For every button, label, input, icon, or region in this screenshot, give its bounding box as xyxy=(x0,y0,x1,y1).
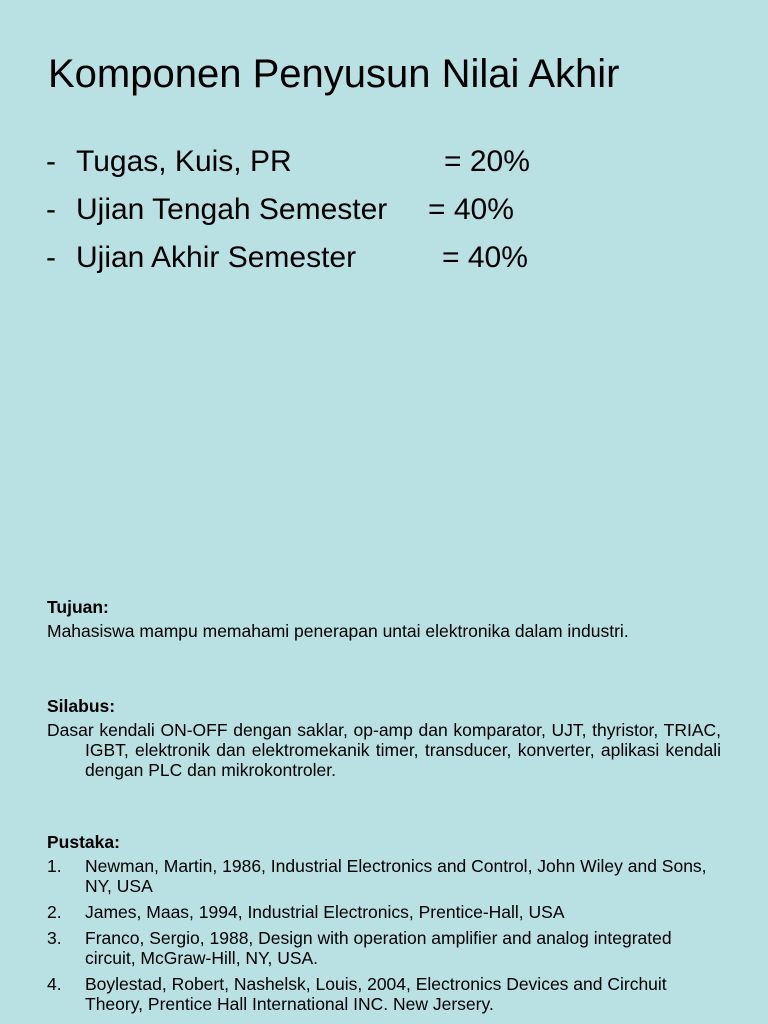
reference-number: 1. xyxy=(47,856,62,876)
tujuan-section xyxy=(47,597,721,641)
reference-item xyxy=(47,928,721,968)
silabus-section xyxy=(47,696,721,780)
component-value: = 40% xyxy=(428,193,514,226)
bullet-dash: - xyxy=(46,145,56,178)
silabus-text: Dasar kendali ON-OFF dengan saklar, op-amp dan komparator, UJT, thyristor, TRIAC, IGBT, elektronik dan elektromekanik timer, transducer, konverter, aplikasi kendali dengan PLC dan mikrokontroler. xyxy=(47,720,721,780)
component-name: Ujian Tengah Semester xyxy=(76,193,388,226)
reference-number: 3. xyxy=(47,928,62,948)
slide-title: Komponen Penyusun Nilai Akhir xyxy=(48,52,620,96)
component-name: Ujian Akhir Semester xyxy=(76,241,357,274)
pustaka-section xyxy=(47,832,721,1020)
reference-text: Boylestad, Robert, Nashelsk, Louis, 2004, Electronics Devices and Circhuit Theory, Prentice Hall International INC. New Jersery. xyxy=(85,974,667,1014)
silabus-heading: Silabus: xyxy=(47,696,116,716)
reference-list xyxy=(47,856,721,1014)
reference-number: 4. xyxy=(47,974,62,994)
component-value: = 40% xyxy=(442,241,528,274)
reference-number: 2. xyxy=(47,902,62,922)
reference-item xyxy=(47,974,721,1014)
reference-item xyxy=(47,902,721,922)
tujuan-heading: Tujuan: xyxy=(47,597,109,617)
reference-text: Newman, Martin, 1986, Industrial Electronics and Control, John Wiley and Sons, NY, USA xyxy=(85,856,707,896)
tujuan-text: Mahasiswa mampu memahami penerapan untai elektronika dalam industri. xyxy=(47,621,629,641)
bullet-dash: - xyxy=(46,193,56,226)
reference-text: Franco, Sergio, 1988, Design with operation amplifier and analog integrated circuit, McGraw-Hill, NY, USA. xyxy=(85,928,672,968)
reference-text: James, Maas, 1994, Industrial Electronics, Prentice-Hall, USA xyxy=(85,902,565,922)
bullet-dash: - xyxy=(46,241,56,274)
component-value: = 20% xyxy=(444,145,530,178)
reference-item xyxy=(47,856,721,896)
pustaka-heading: Pustaka: xyxy=(47,832,120,852)
component-name: Tugas, Kuis, PR xyxy=(76,145,292,178)
